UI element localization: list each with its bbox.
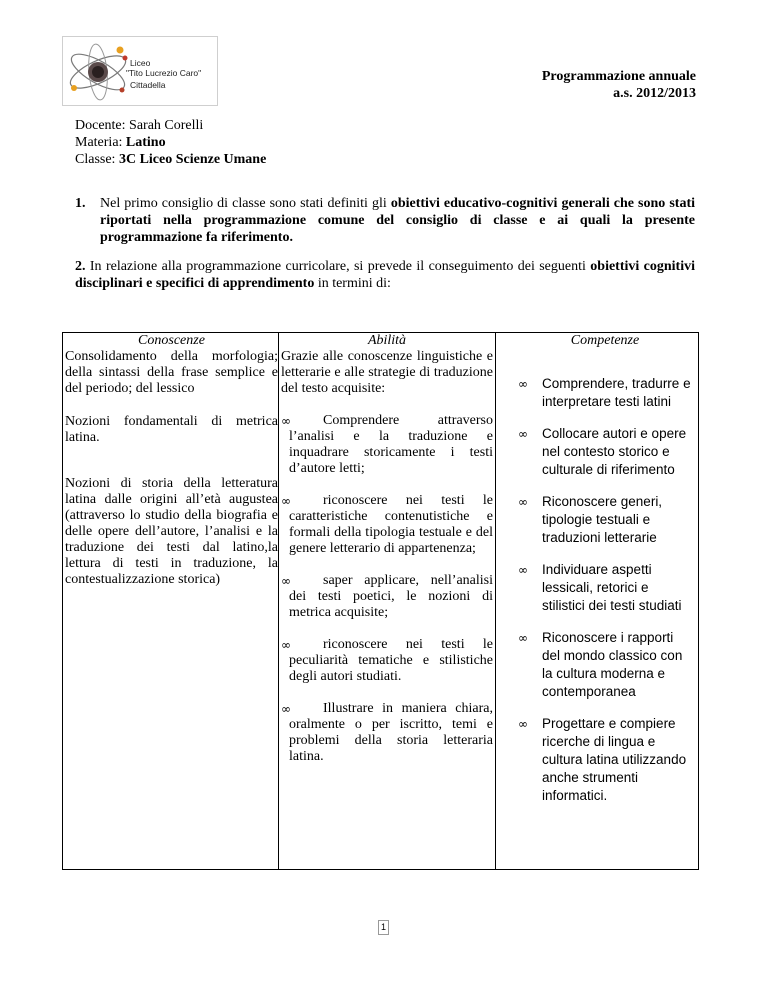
conoscenza-item: Consolidamento della morfologia; della sintassi della frase semplice e del periodo; del lessico <box>65 349 278 396</box>
materia-line <box>75 134 266 151</box>
competenza-text: Individuare aspetti lessicali, retorici e stilistici dei testi studiati <box>542 562 682 613</box>
competenza-item <box>515 493 695 547</box>
bullet-icon: ∞ <box>281 638 291 652</box>
bullet-icon: ∞ <box>518 631 528 645</box>
abilita-text: saper applicare, nell’analisi dei testi poetici, le nozioni di metrica acquisite; <box>289 573 493 620</box>
competenza-item <box>515 425 695 479</box>
bullet-icon: ∞ <box>518 377 528 391</box>
docente-value: Sarah Corelli <box>129 118 204 133</box>
section-2-number: 2. <box>75 259 86 274</box>
column-divider <box>278 333 279 869</box>
bullet-icon: ∞ <box>518 495 528 509</box>
logo-line1: Liceo <box>130 58 151 68</box>
section-1-text-b: obiettivi educativo-cognitivi generali che sono stati riportati nella programmazione comune del consiglio di classe e ai quali la presente programmazione fa riferimento. <box>100 196 696 245</box>
competenza-text: Riconoscere i rapporti del mondo classico con la cultura moderna e contemporanea <box>542 630 683 699</box>
classe-line <box>75 151 266 168</box>
section-2-text-c: in termini di: <box>314 276 391 291</box>
competenza-item <box>515 375 695 411</box>
bullet-icon: ∞ <box>518 427 528 441</box>
materia-value: Latino <box>125 135 166 150</box>
docente-line <box>75 117 266 134</box>
bullet-icon: ∞ <box>518 563 528 577</box>
docente-label: Docente: <box>75 118 130 133</box>
teacher-info <box>75 117 266 168</box>
abilita-item <box>281 637 493 685</box>
conoscenza-item: Nozioni fondamentali di metrica latina. <box>65 414 278 445</box>
section-2 <box>75 258 695 292</box>
header-title: Programmazione annuale <box>541 69 696 84</box>
abilita-text: riconoscere nei testi le peculiarità tematiche e stilistiche degli autori studiati. <box>289 637 493 684</box>
bullet-icon: ∞ <box>518 717 528 731</box>
abilita-intro: Grazie alle conoscenze linguistiche e letterarie e alle strategie di traduzione del testo acquisite: <box>281 349 493 396</box>
abilita-text: Illustrare in maniera chiara, oralmente o per iscritto, temi e problemi della storia letteraria latina. <box>289 701 493 764</box>
competenza-text: Comprendere, tradurre e interpretare testi latini <box>542 376 691 409</box>
bullet-icon: ∞ <box>281 494 291 508</box>
header-competenze: Competenze <box>570 333 640 348</box>
page-number: 1 <box>378 920 389 935</box>
section-2-text-a: In relazione alla programmazione curricolare, si prevede il conseguimento dei seguenti <box>85 259 591 274</box>
section-2-text-b: obiettivi cognitivi disciplinari e specifici di apprendimento <box>75 259 695 291</box>
abilita-item <box>281 493 493 557</box>
column-conoscenze <box>65 333 278 588</box>
competenza-text: Collocare autori e opere nel contesto storico e culturale di riferimento <box>542 426 687 477</box>
competenza-item <box>515 715 695 805</box>
header-abilita: Abilità <box>367 333 407 348</box>
school-logo <box>62 36 218 106</box>
materia-label: Materia: <box>75 135 126 150</box>
header-conoscenze: Conoscenze <box>138 333 205 348</box>
section-1 <box>75 195 695 246</box>
abilita-item <box>281 573 493 621</box>
abilita-item <box>281 413 493 477</box>
objectives-table <box>62 332 699 870</box>
competenza-item <box>515 629 695 701</box>
conoscenza-item: Nozioni di storia della letteratura latina dalle origini all’età augustea (attraverso lo studio della biografia e delle opere dell’autore, l’analisi e la traduzione dei testi dal latino,la lettura di testi in traduzione, la contestualizzazione storica) <box>65 476 278 587</box>
classe-value: 3C Liceo Scienze Umane <box>118 152 267 167</box>
bullet-icon: ∞ <box>281 574 291 588</box>
competenza-text: Progettare e compiere ricerche di lingua e cultura latina utilizzando anche strumenti informatici. <box>542 716 687 803</box>
bullet-icon: ∞ <box>281 702 291 716</box>
bullet-icon: ∞ <box>281 414 291 428</box>
document-header <box>542 68 696 102</box>
logo-line2: "Tito Lucrezio Caro" <box>126 68 202 78</box>
abilita-text: Comprendere attraverso l’analisi e la traduzione e inquadrare storicamente i testi d’autore letti; <box>289 413 493 476</box>
logo-line3: Cittadella <box>130 80 166 90</box>
abilita-item <box>281 701 493 765</box>
classe-label: Classe: <box>75 152 119 167</box>
column-divider <box>495 333 496 869</box>
section-1-text-a: Nel primo consiglio di classe sono stati definiti gli <box>100 196 391 211</box>
header-year: a.s. 2012/2013 <box>613 86 696 101</box>
section-1-number: 1. <box>75 196 86 211</box>
column-competenze <box>515 333 695 805</box>
abilita-text: riconoscere nei testi le caratteristiche contenutistiche e formali della tipologia testuale e del genere letterario di appartenenza; <box>289 493 493 556</box>
section-1-text <box>100 195 695 246</box>
competenza-item <box>515 561 695 615</box>
column-abilita <box>281 333 493 765</box>
competenza-text: Riconoscere generi, tipologie testuali e traduzioni letterarie <box>542 494 663 545</box>
